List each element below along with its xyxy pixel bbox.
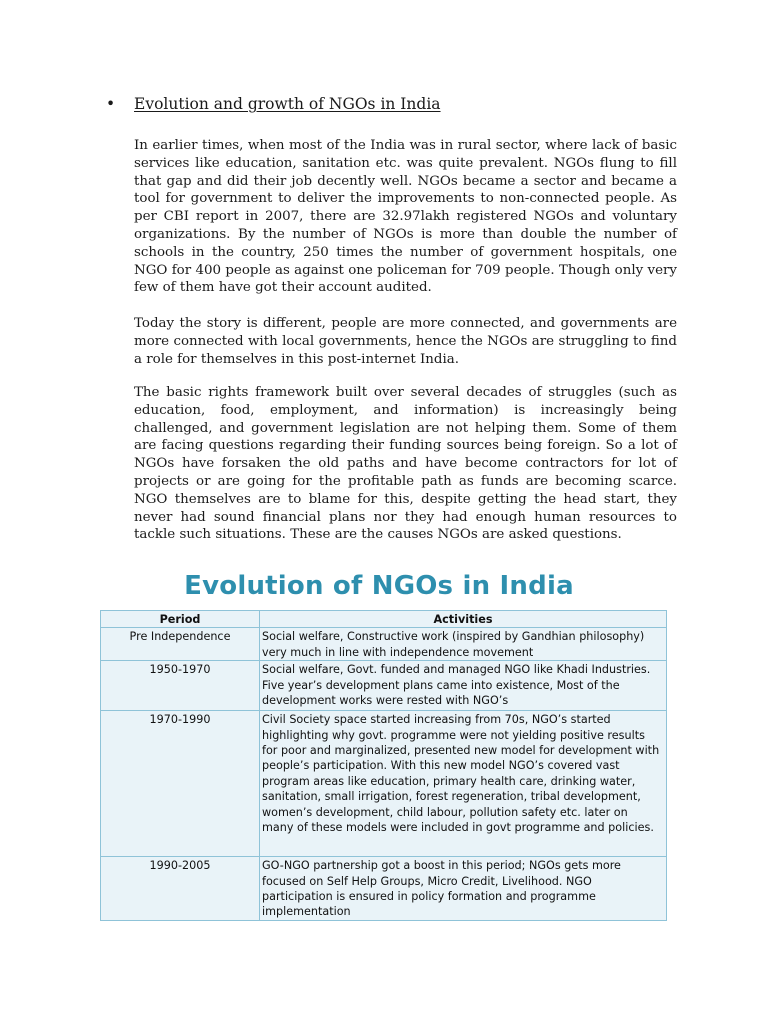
figure-title: Evolution of NGOs in India xyxy=(184,571,574,601)
ngo-evolution-figure xyxy=(100,566,668,919)
ngo-evolution-table xyxy=(100,610,667,921)
paragraph-3: The basic rights framework built over several decades of struggles (such as education, food, employment, and information) is increasingly being challenged, and government legislation are not helping them. Some of them are facing questions regarding their funding sources being foreign. So a lot of NGOs have forsaken the old paths and have become contractors for lot of projects or are going for the profitable path as funds are becoming scarce. NGO themselves are to blame for this, despite getting the head start, they never had sound financial plans nor they had enough human resources to tackle such situations. These are the causes NGOs are asked questions. xyxy=(134,385,677,543)
period-cell: 1990-2005 xyxy=(101,857,260,921)
table-row xyxy=(101,711,667,857)
bullet-icon: • xyxy=(106,95,116,113)
activities-cell: Social welfare, Govt. funded and managed NGO like Khadi Industries. Five year’s development plans came into existence, Most of the development works were rested with NGO’s xyxy=(260,661,667,711)
period-cell: 1970-1990 xyxy=(101,711,260,857)
activities-cell: Civil Society space started increasing from 70s, NGO’s started highlighting why govt. programme were not yielding positive results for poor and marginalized, presented new model for development with people’s participation. With this new model NGO’s covered vast program areas like education, primary health care, drinking water, sanitation, small irrigation, forest regeneration, tribal development, women’s development, child labour, pollution safety etc. later on many of these models were included in govt programme and policies. xyxy=(260,711,667,857)
table-row xyxy=(101,628,667,661)
period-cell: 1950-1970 xyxy=(101,661,260,711)
period-column-header: Period xyxy=(101,611,260,628)
table-row xyxy=(101,857,667,921)
period-cell: Pre Independence xyxy=(101,628,260,661)
activities-cell: Social welfare, Constructive work (inspired by Gandhian philosophy) very much in line with independence movement xyxy=(260,628,667,661)
table-row xyxy=(101,661,667,711)
table-header-row xyxy=(101,611,667,628)
section-heading-text: Evolution and growth of NGOs in India xyxy=(134,95,441,113)
paragraph-1: In earlier times, when most of the India was in rural sector, where lack of basic services like education, sanitation etc. was quite prevalent. NGOs flung to fill that gap and did their job decently well. NGOs became a sector and became a tool for government to deliver the improvements to non-connected people. As per CBI report in 2007, there are 32.97lakh registered NGOs and voluntary organizations. By the number of NGOs is more than double the number of schools in the country, 250 times the number of government hospitals, one NGO for 400 people as against one policeman for 709 people. Though only very few of them have got their account audited. xyxy=(134,138,677,296)
section-heading xyxy=(106,94,441,114)
activities-column-header: Activities xyxy=(260,611,667,628)
paragraph-2: Today the story is different, people are more connected, and governments are more connected with local governments, hence the NGOs are struggling to find a role for themselves in this post-internet India. xyxy=(134,316,677,367)
activities-cell: GO-NGO partnership got a boost in this period; NGOs gets more focused on Self Help Groups, Micro Credit, Livelihood. NGO participation is ensured in policy formation and programme implementation xyxy=(260,857,667,921)
